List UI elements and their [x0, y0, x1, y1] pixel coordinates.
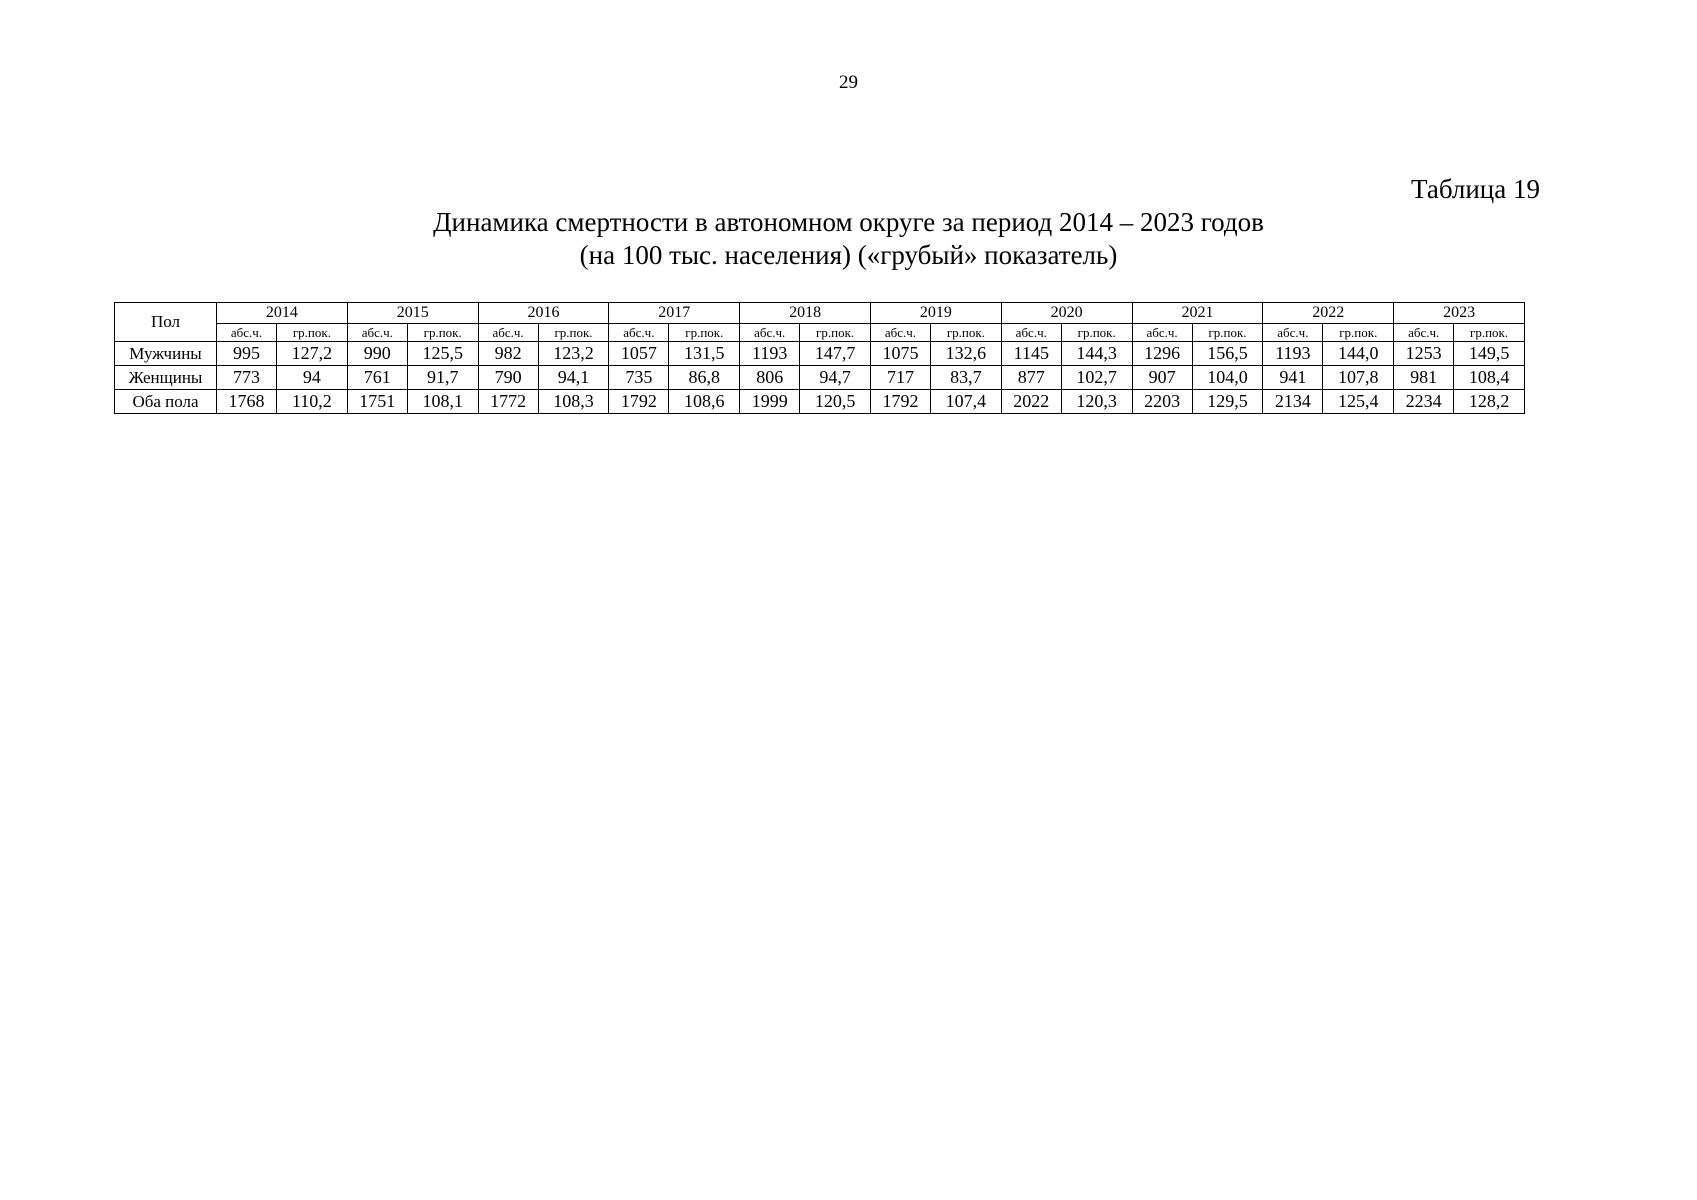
abs-count-header: абс.ч. — [478, 324, 538, 342]
crude-rate-header: гр.пок. — [407, 324, 478, 342]
abs-count-cell: 1296 — [1132, 342, 1192, 366]
mortality-table-container — [114, 302, 1524, 414]
abs-count-cell: 2134 — [1263, 390, 1323, 414]
year-header-2018: 2018 — [740, 303, 871, 324]
crude-rate-header: гр.пок. — [538, 324, 609, 342]
year-header-2014: 2014 — [217, 303, 348, 324]
abs-count-cell: 982 — [478, 342, 538, 366]
table-row — [115, 390, 1525, 414]
table-row — [115, 342, 1525, 366]
abs-count-cell: 1768 — [217, 390, 277, 414]
mortality-table — [114, 302, 1525, 414]
crude-rate-cell: 102,7 — [1061, 366, 1132, 390]
crude-rate-cell: 120,3 — [1061, 390, 1132, 414]
abs-count-cell: 995 — [217, 342, 277, 366]
abs-count-cell: 790 — [478, 366, 538, 390]
crude-rate-cell: 94,7 — [800, 366, 871, 390]
crude-rate-cell: 86,8 — [669, 366, 740, 390]
crude-rate-cell: 108,3 — [538, 390, 609, 414]
abs-count-header: абс.ч. — [740, 324, 800, 342]
sex-column-header: Пол — [115, 303, 217, 342]
crude-rate-cell: 94,1 — [538, 366, 609, 390]
abs-count-cell: 941 — [1263, 366, 1323, 390]
table-title-line-1: Динамика смертности в автономном округе за период 2014 – 2023 годов — [433, 207, 1264, 237]
year-header-2017: 2017 — [609, 303, 740, 324]
abs-count-header: абс.ч. — [1001, 324, 1061, 342]
crude-rate-cell: 120,5 — [800, 390, 871, 414]
abs-count-cell: 2203 — [1132, 390, 1192, 414]
abs-count-header: абс.ч. — [347, 324, 407, 342]
abs-count-cell: 1253 — [1394, 342, 1454, 366]
table-title — [0, 206, 1697, 272]
crude-rate-cell: 132,6 — [930, 342, 1001, 366]
year-header-2021: 2021 — [1132, 303, 1263, 324]
abs-count-cell: 773 — [217, 366, 277, 390]
crude-rate-cell: 147,7 — [800, 342, 871, 366]
table-body — [115, 342, 1525, 414]
year-header-row — [115, 303, 1525, 324]
abs-count-cell: 1772 — [478, 390, 538, 414]
crude-rate-header: гр.пок. — [800, 324, 871, 342]
crude-rate-cell: 107,4 — [930, 390, 1001, 414]
crude-rate-cell: 108,6 — [669, 390, 740, 414]
abs-count-cell: 1145 — [1001, 342, 1061, 366]
year-header-2020: 2020 — [1001, 303, 1132, 324]
table-row — [115, 366, 1525, 390]
crude-rate-cell: 108,1 — [407, 390, 478, 414]
abs-count-cell: 1193 — [740, 342, 800, 366]
year-header-2019: 2019 — [870, 303, 1001, 324]
crude-rate-cell: 108,4 — [1454, 366, 1525, 390]
abs-count-cell: 1057 — [609, 342, 669, 366]
crude-rate-cell: 123,2 — [538, 342, 609, 366]
crude-rate-cell: 144,0 — [1323, 342, 1394, 366]
crude-rate-cell: 83,7 — [930, 366, 1001, 390]
year-header-2022: 2022 — [1263, 303, 1394, 324]
crude-rate-cell: 131,5 — [669, 342, 740, 366]
row-label: Оба пола — [115, 390, 217, 414]
crude-rate-cell: 94 — [277, 366, 348, 390]
abs-count-cell: 735 — [609, 366, 669, 390]
year-header-2023: 2023 — [1394, 303, 1525, 324]
subheader-row — [115, 324, 1525, 342]
crude-rate-header: гр.пок. — [930, 324, 1001, 342]
row-label: Женщины — [115, 366, 217, 390]
abs-count-cell: 1075 — [870, 342, 930, 366]
year-header-2015: 2015 — [347, 303, 478, 324]
crude-rate-header: гр.пок. — [1454, 324, 1525, 342]
abs-count-cell: 877 — [1001, 366, 1061, 390]
abs-count-header: абс.ч. — [1394, 324, 1454, 342]
crude-rate-cell: 127,2 — [277, 342, 348, 366]
crude-rate-cell: 156,5 — [1192, 342, 1263, 366]
crude-rate-cell: 110,2 — [277, 390, 348, 414]
abs-count-header: абс.ч. — [1132, 324, 1192, 342]
crude-rate-header: гр.пок. — [1192, 324, 1263, 342]
abs-count-cell: 1999 — [740, 390, 800, 414]
abs-count-cell: 981 — [1394, 366, 1454, 390]
row-label: Мужчины — [115, 342, 217, 366]
abs-count-cell: 907 — [1132, 366, 1192, 390]
abs-count-cell: 1751 — [347, 390, 407, 414]
crude-rate-cell: 91,7 — [407, 366, 478, 390]
abs-count-cell: 761 — [347, 366, 407, 390]
abs-count-header: абс.ч. — [217, 324, 277, 342]
abs-count-cell: 2234 — [1394, 390, 1454, 414]
crude-rate-header: гр.пок. — [669, 324, 740, 342]
table-label: Таблица 19 — [1411, 174, 1540, 204]
crude-rate-cell: 107,8 — [1323, 366, 1394, 390]
crude-rate-cell: 129,5 — [1192, 390, 1263, 414]
abs-count-cell: 717 — [870, 366, 930, 390]
crude-rate-cell: 125,4 — [1323, 390, 1394, 414]
table-title-line-2: (на 100 тыс. населения) («грубый» показатель) — [579, 240, 1118, 270]
year-header-2016: 2016 — [478, 303, 609, 324]
abs-count-cell: 990 — [347, 342, 407, 366]
crude-rate-header: гр.пок. — [1061, 324, 1132, 342]
crude-rate-cell: 125,5 — [407, 342, 478, 366]
abs-count-cell: 1792 — [609, 390, 669, 414]
crude-rate-cell: 104,0 — [1192, 366, 1263, 390]
crude-rate-header: гр.пок. — [1323, 324, 1394, 342]
abs-count-header: абс.ч. — [1263, 324, 1323, 342]
crude-rate-cell: 144,3 — [1061, 342, 1132, 366]
abs-count-cell: 2022 — [1001, 390, 1061, 414]
crude-rate-header: гр.пок. — [277, 324, 348, 342]
page-number: 29 — [839, 72, 858, 93]
abs-count-cell: 1193 — [1263, 342, 1323, 366]
crude-rate-cell: 128,2 — [1454, 390, 1525, 414]
abs-count-cell: 806 — [740, 366, 800, 390]
crude-rate-cell: 149,5 — [1454, 342, 1525, 366]
abs-count-cell: 1792 — [870, 390, 930, 414]
abs-count-header: абс.ч. — [609, 324, 669, 342]
abs-count-header: абс.ч. — [870, 324, 930, 342]
